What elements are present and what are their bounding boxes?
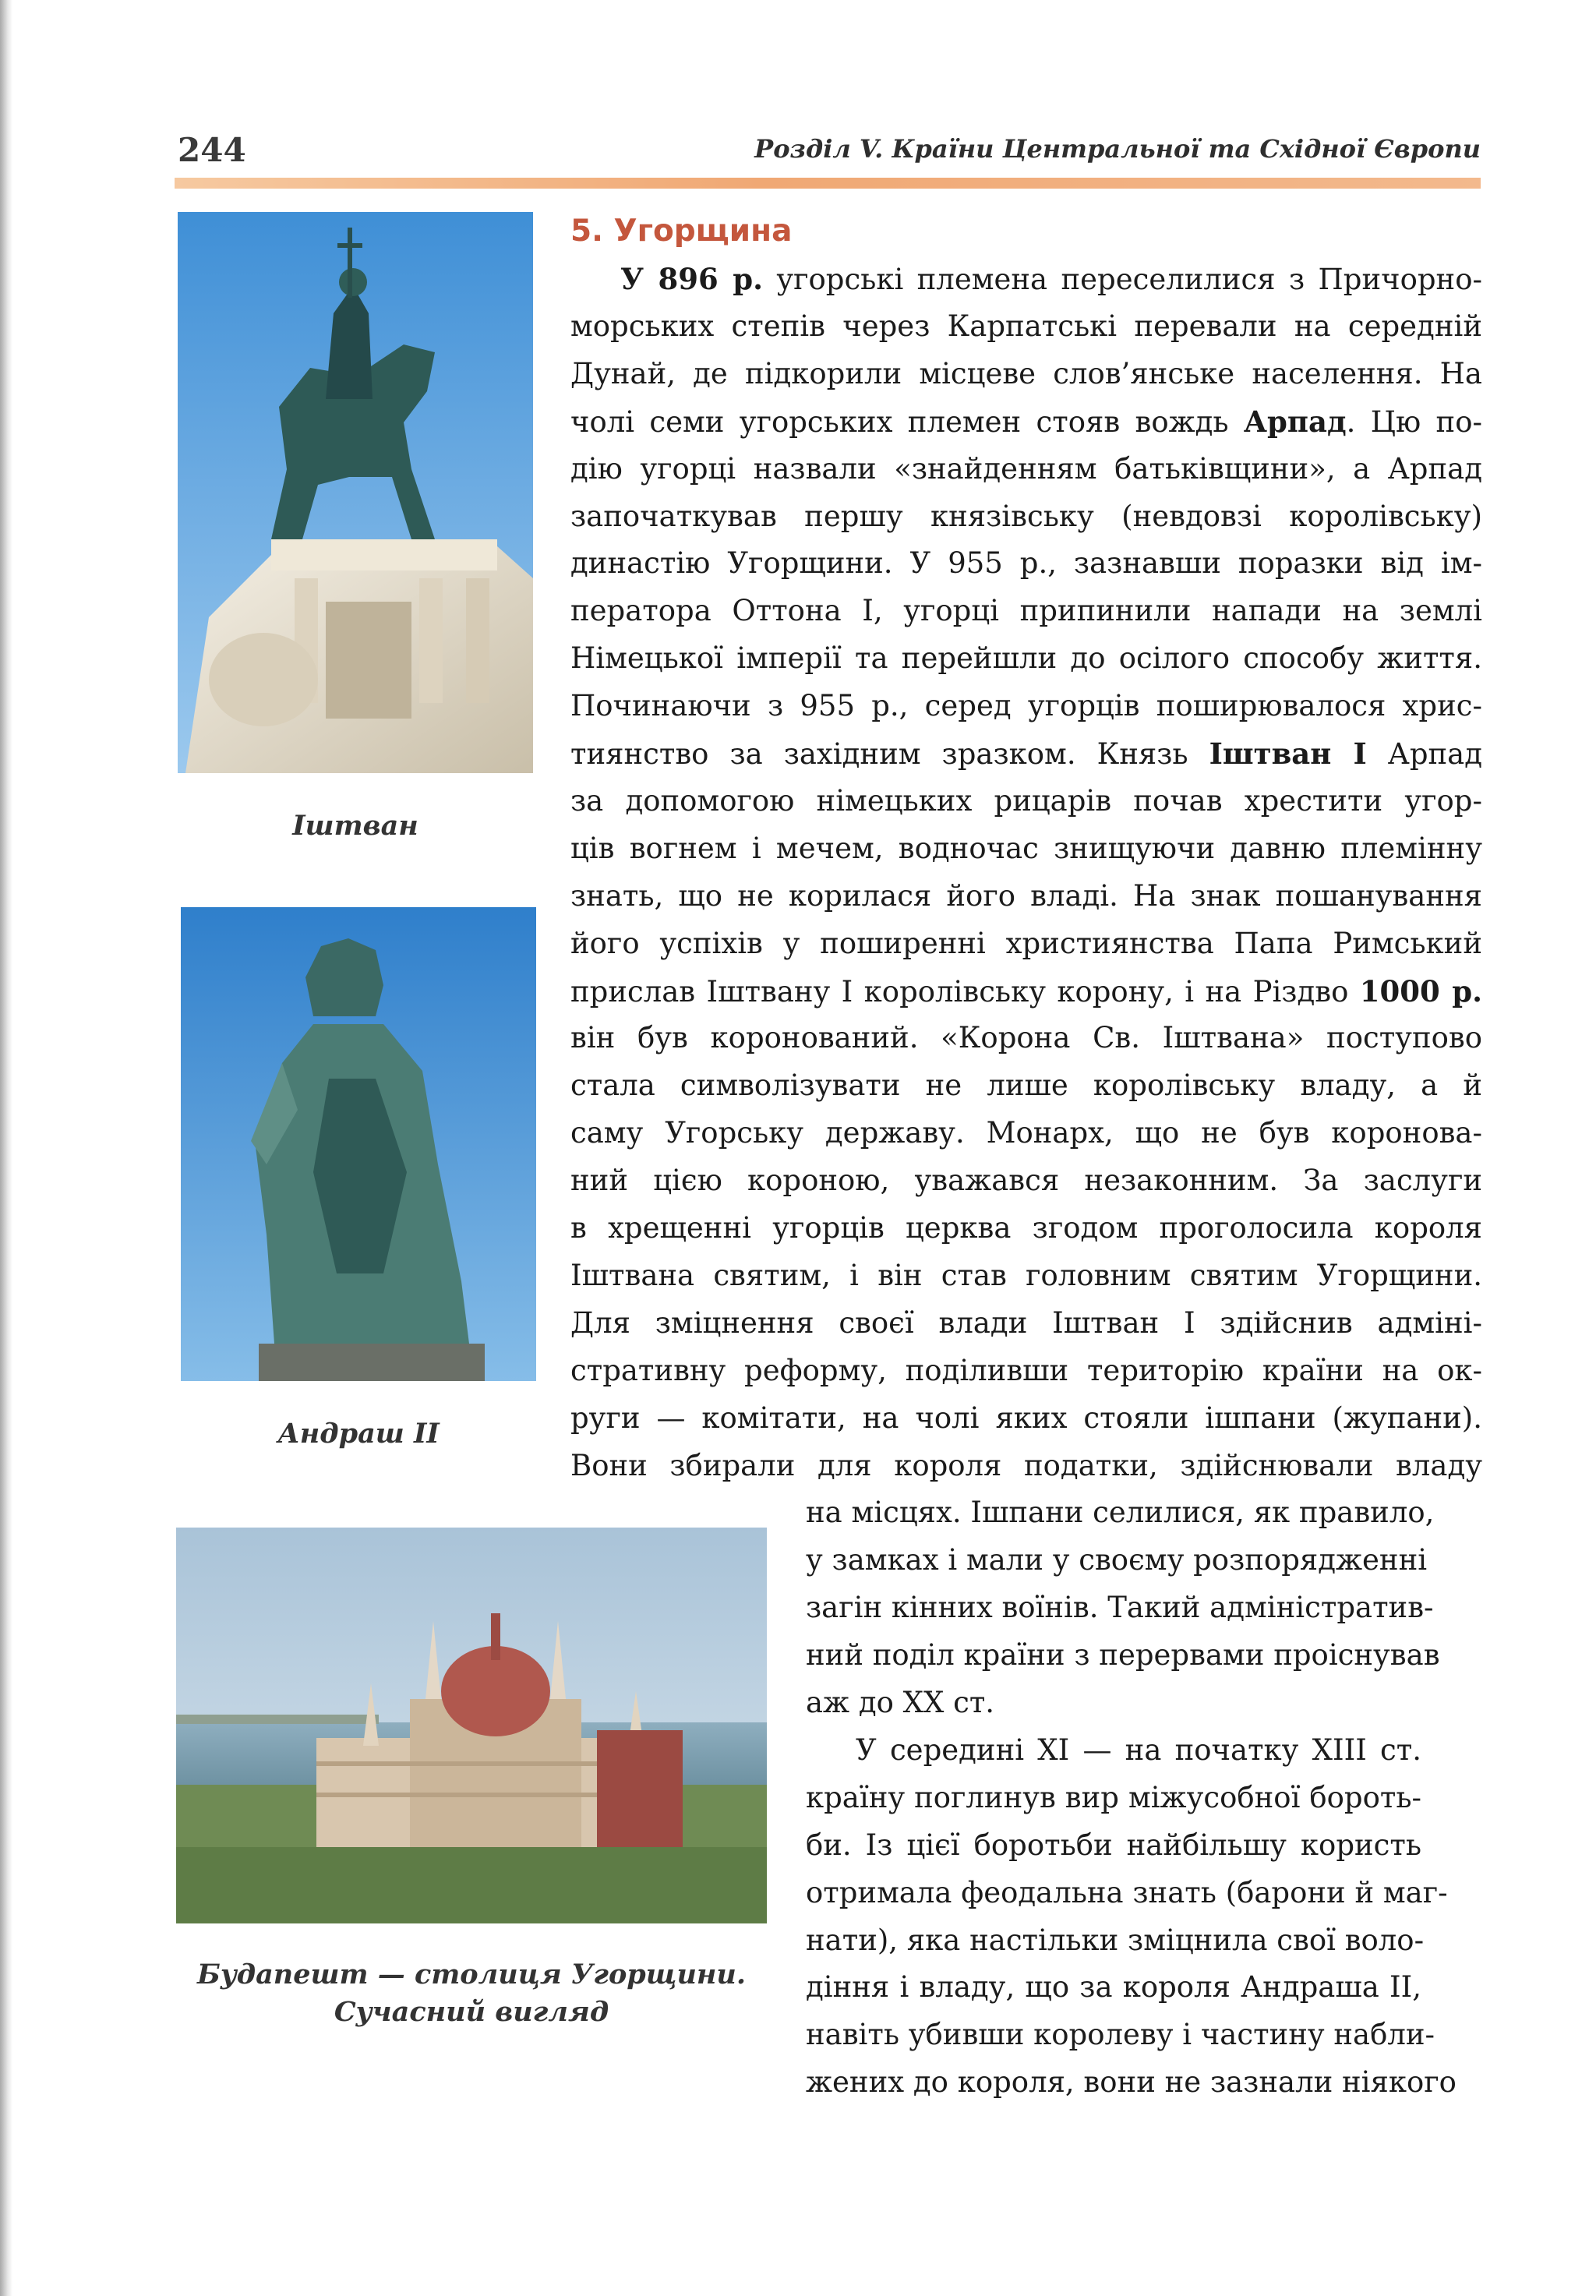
line-text: на місцях. Ішпани селилися, як правило, — [806, 1496, 1435, 1530]
page-number: 244 — [178, 131, 246, 169]
line-text: би. Із цієї боротьби найбільшу користь — [806, 1828, 1421, 1862]
page-edge-shadow — [0, 0, 12, 2296]
article-line — [570, 1349, 1482, 1393]
line-text: саму Угорську державу. Монарх, що не був коронова- — [570, 1116, 1482, 1150]
line-text: аж до XX ст. — [806, 1686, 995, 1719]
line-text: за допомогою німецьких рицарів почав хрестити угор- — [570, 783, 1482, 818]
caption-istvan: Іштван — [292, 810, 418, 842]
article-line — [806, 1586, 1434, 1630]
article-line — [570, 1302, 1482, 1345]
line-text: чолі семи угорських племен стояв вождь — [570, 404, 1244, 439]
article-line — [570, 732, 1482, 775]
line-text: Вони збирали для короля податки, здійснювали владу — [570, 1448, 1482, 1482]
bold-term: 1000 р. — [1359, 973, 1482, 1008]
line-text: Починаючи з 955 р., серед угорців поширювалося хрис- — [570, 689, 1482, 723]
article-line — [570, 874, 1482, 918]
article-line — [570, 589, 1482, 633]
line-text: Німецької імперії та перейшли до осілого способу життя. — [570, 641, 1482, 676]
article-line — [570, 305, 1482, 348]
line-text: дію угорці назвали «знайденням батьківщини», а Арпад — [570, 451, 1482, 486]
article-line — [570, 257, 1482, 301]
line-text: Дунай, де підкорили місцеве слов’янське населення. На — [570, 356, 1482, 390]
article-line — [806, 1729, 1421, 1772]
line-text: Іштвана святим, і він став головним святим Угорщини. — [570, 1258, 1482, 1292]
article-line — [806, 1776, 1421, 1820]
line-text: у замках і мали у своєму розпорядженні — [806, 1543, 1428, 1577]
caption-budapest-line-2: Сучасний вигляд — [334, 1996, 609, 2028]
article-line — [570, 1016, 1482, 1060]
article-line — [806, 1538, 1428, 1582]
bold-term: Іштван І — [1209, 736, 1367, 771]
line-text: він був коронований. «Корона Св. Іштвана» поступово — [570, 1021, 1482, 1055]
line-text: руги — комітати, на чолі яких стояли ішпани (жупани). — [570, 1401, 1482, 1435]
caption-budapest-line-1: Будапешт — столиця Угорщини. — [196, 1959, 747, 1990]
article-line — [570, 779, 1482, 823]
line-text: морських степів через Карпатські перевали на середній — [570, 309, 1482, 343]
line-text: його успіхів у поширенні християнства Папа Римський — [570, 926, 1482, 960]
bold-term: Арпад — [1243, 404, 1347, 439]
line-text: стративну реформу, поділивши територію країни на ок- — [570, 1353, 1482, 1387]
line-text: країну поглинув вир міжусобної бороть- — [806, 1780, 1421, 1814]
header-rule — [175, 178, 1481, 189]
line-text: ператора Оттона І, угорці припинили напади на землі — [570, 594, 1482, 628]
equestrian-statue-photo — [178, 212, 533, 773]
line-text: . Цю по- — [1346, 404, 1482, 439]
article-line — [806, 2013, 1435, 2057]
running-header: Розділ V. Країни Центральної та Східної Європи — [754, 134, 1481, 164]
caption-budapest — [176, 1956, 767, 2031]
article-line — [806, 1681, 1421, 1725]
caption-andras: Андраш II — [277, 1418, 440, 1450]
article-line — [570, 400, 1482, 443]
article-line — [570, 1159, 1482, 1203]
article-line — [570, 542, 1482, 585]
article-line — [570, 1254, 1482, 1298]
article-line — [570, 447, 1482, 491]
line-text: Для зміцнення своєї влади Іштван І здійснив адміні- — [570, 1305, 1482, 1340]
article-line — [570, 922, 1482, 966]
article-line — [570, 827, 1482, 871]
parliament-building-photo — [176, 1528, 767, 1923]
line-text: знать, що не корилася його владі. На знак пошанування — [570, 878, 1482, 913]
line-text: отримала феодальна знать (барони й маг- — [806, 1875, 1448, 1909]
line-text: прислав Іштвану І королівську корону, і на Різдво — [570, 974, 1360, 1008]
article-line — [570, 970, 1482, 1013]
article-line — [570, 352, 1482, 396]
article-line — [570, 1444, 1482, 1488]
bold-term: У 896 р. — [620, 262, 763, 296]
line-text: угорські племена переселилися з Причорно- — [762, 263, 1482, 296]
line-text: ний цією короною, уважався незаконним. За заслуги — [570, 1164, 1482, 1198]
line-text: започаткував першу князівську (невдовзі королівську) — [570, 499, 1482, 533]
article-line — [570, 1064, 1482, 1107]
line-text: ний поділ країни з перервами проіснував — [806, 1638, 1440, 1673]
line-text: діння і владу, що за короля Андраша II, — [806, 1970, 1421, 2005]
line-text: тиянство за західним зразком. Князь — [570, 737, 1209, 771]
line-text: в хрещенні угорців церква згодом проголосила короля — [570, 1211, 1482, 1245]
line-text: нати), яка настільки зміцнила свої воло- — [806, 1923, 1425, 1957]
line-text: навіть убивши королеву і частину набли- — [806, 2018, 1435, 2052]
article-line — [806, 1919, 1425, 1962]
standing-statue-photo — [181, 907, 536, 1381]
article-line — [570, 495, 1482, 539]
article-line — [806, 1491, 1435, 1535]
line-text: династію Угорщини. У 955 р., зазнавши поразки від ім- — [570, 546, 1482, 581]
line-text: загін кінних воїнів. Такий адміністратив- — [806, 1591, 1434, 1625]
article-line — [806, 1871, 1448, 1915]
line-text: стала символізувати не лише королівську владу, а й — [570, 1069, 1482, 1103]
line-text: жених до короля, вони не зазнали ніякого — [806, 2065, 1457, 2100]
article-line — [806, 1824, 1421, 1867]
line-text: Арпад — [1366, 737, 1483, 771]
article-line — [570, 1206, 1482, 1250]
article-line — [570, 1397, 1482, 1440]
article-line — [570, 1111, 1482, 1155]
line-text: У середині XI — на початку XIII ст. — [856, 1733, 1421, 1767]
section-title: 5. Угорщина — [570, 214, 793, 249]
article-line — [570, 637, 1482, 680]
article-line — [570, 684, 1482, 728]
article-line — [806, 2061, 1457, 2104]
line-text: ців вогнем і мечем, водночас знищуючи давню племінну — [570, 831, 1482, 865]
article-line — [806, 1634, 1440, 1677]
article-line — [806, 1966, 1421, 2009]
